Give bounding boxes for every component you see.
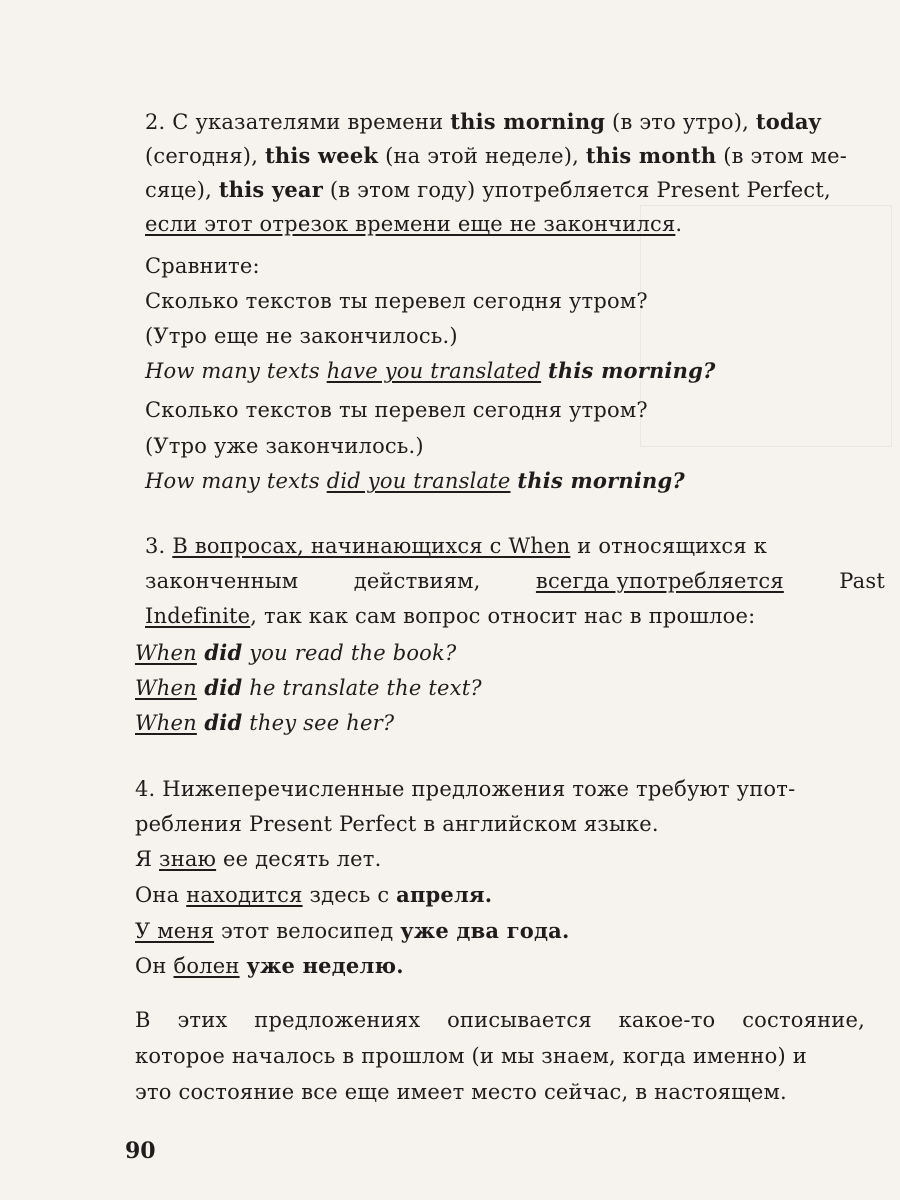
s4-sentence-4: Он болен уже неделю. (135, 953, 404, 978)
s4-line-2: ребления Present Perfect в английском языке. (135, 812, 659, 836)
s4-sentence-2: Она находится здесь с апреля. (135, 882, 493, 907)
s3-example-2: When did he translate the text? (135, 675, 482, 700)
example-2: How many texts did you translate this morning? (145, 468, 685, 493)
question-2: Сколько текстов ты перевел сегодня утром? (145, 398, 648, 422)
question-1: Сколько текстов ты перевел сегодня утром? (145, 289, 648, 313)
s4-paragraph-line-2: которое началось в прошлом (и мы знаем, когда именно) и (135, 1044, 807, 1068)
s2-line-1: 2. С указателями времени this morning (в это утро), today (145, 109, 822, 134)
page-number: 90 (125, 1138, 156, 1164)
note-1: (Утро еще не закончилось.) (145, 324, 458, 348)
s4-paragraph-line-3: это состояние все еще имеет место сейчас, в настоящем. (135, 1080, 787, 1104)
s4-line-1: 4. Нижеперечисленные предложения тоже требуют упот- (135, 777, 796, 801)
s4-paragraph-line-1: В этих предложениях описывается какое-то состояние, (135, 1008, 865, 1032)
s2-line-4: если этот отрезок времени еще не закончился. (145, 212, 683, 236)
s2-line-3: сяце), this year (в этом году) употребляется Present Perfect, (145, 177, 831, 202)
s3-example-1: When did you read the book? (135, 640, 457, 665)
s3-example-3: When did they see her? (135, 710, 395, 735)
bleed-through-table (640, 205, 892, 447)
s2-line-2: (сегодня), this week (на этой неделе), this month (в этом ме- (145, 143, 848, 168)
example-1: How many texts have you translated this morning? (145, 358, 716, 383)
s4-sentence-1: Я знаю ее десять лет. (135, 847, 382, 871)
s3-line-1: 3. В вопросах, начинающихся с When и относящихся к (145, 534, 768, 558)
s4-sentence-3: У меня этот велосипед уже два года. (135, 918, 570, 943)
compare-label: Сравните: (145, 254, 260, 278)
note-2: (Утро уже закончилось.) (145, 434, 424, 458)
s3-line-3: Indefinite, так как сам вопрос относит нас в прошлое: (145, 604, 756, 628)
s3-line-2: законченным действиям, всегда употребляется Past (145, 569, 885, 593)
